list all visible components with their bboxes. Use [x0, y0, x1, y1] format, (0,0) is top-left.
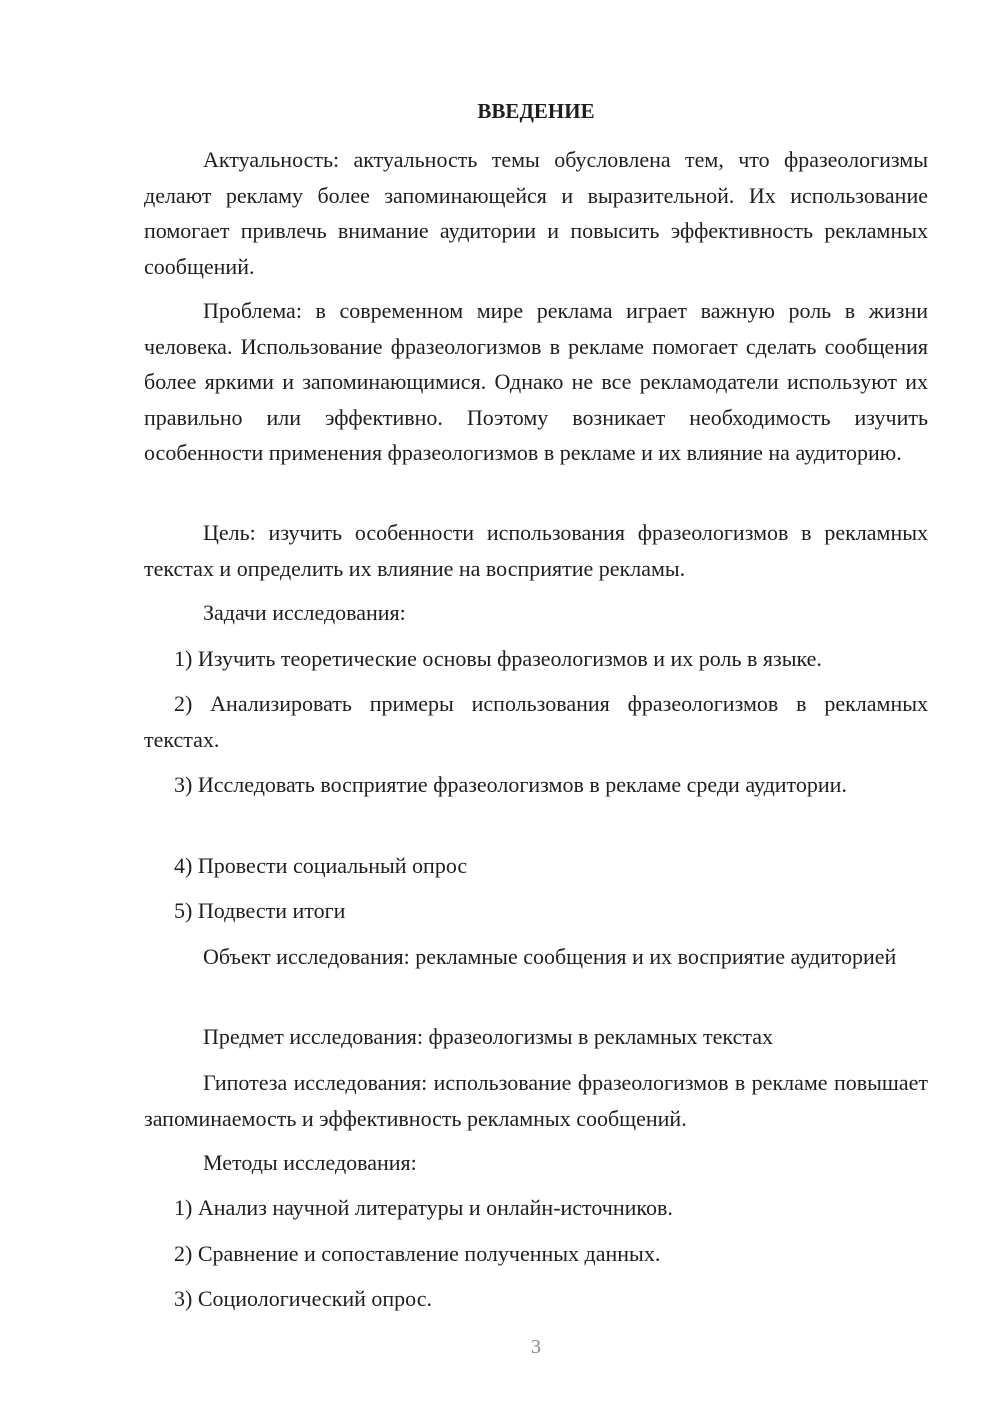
- task-item-3: 3) Исследовать восприятие фразеологизмов в рекламе среди аудитории.: [174, 772, 847, 797]
- paragraph-hypothesis: Гипотеза исследования: использование фразеологизмов в рекламе повышает запоминаемость и эффективность рекламных сообщений.: [144, 1070, 928, 1131]
- task-item-4: 4) Провести социальный опрос: [174, 853, 468, 878]
- paragraph-object: Объект исследования: рекламные сообщения и их восприятие аудиторией: [203, 944, 897, 969]
- tasks-heading: Задачи исследования:: [203, 600, 406, 625]
- section-title: ВВЕДЕНИЕ: [477, 99, 595, 123]
- paragraph-relevance: Актуальность: актуальность темы обусловлена тем, что фразеологизмы делают рекламу более запоминающейся и выразительной. Их использование помогает привлечь внимание аудитории и повысить эффективность рекламных сообщений.: [144, 147, 928, 279]
- document-page: [144, 0, 928, 1414]
- page-number: 3: [531, 1336, 541, 1358]
- paragraph-problem: Проблема: в современном мире реклама играет важную роль в жизни человека. Использование фразеологизмов в рекламе помогает сделать сообщения более яркими и запоминающимися. Однако не все рекламодатели используют их правильно или эффективно. Поэтому возникает необходимость изучить особенности применения фразеологизмов в рекламе и их влияние на аудиторию.: [144, 298, 928, 465]
- method-item-2: 2) Сравнение и сопоставление полученных данных.: [174, 1241, 661, 1266]
- task-item-2: 2) Анализировать примеры использования фразеологизмов в рекламных текстах.: [144, 691, 928, 752]
- task-item-1: 1) Изучить теоретические основы фразеологизмов и их роль в языке.: [174, 646, 822, 671]
- paragraph-subject: Предмет исследования: фразеологизмы в рекламных текстах: [203, 1024, 773, 1049]
- task-item-5: 5) Подвести итоги: [174, 898, 346, 923]
- methods-heading: Методы исследования:: [203, 1150, 417, 1175]
- paragraph-goal: Цель: изучить особенности использования фразеологизмов в рекламных текстах и определить их влияние на восприятие рекламы.: [144, 520, 928, 581]
- method-item-3: 3) Социологический опрос.: [174, 1286, 432, 1311]
- method-item-1: 1) Анализ научной литературы и онлайн-источников.: [174, 1195, 673, 1220]
